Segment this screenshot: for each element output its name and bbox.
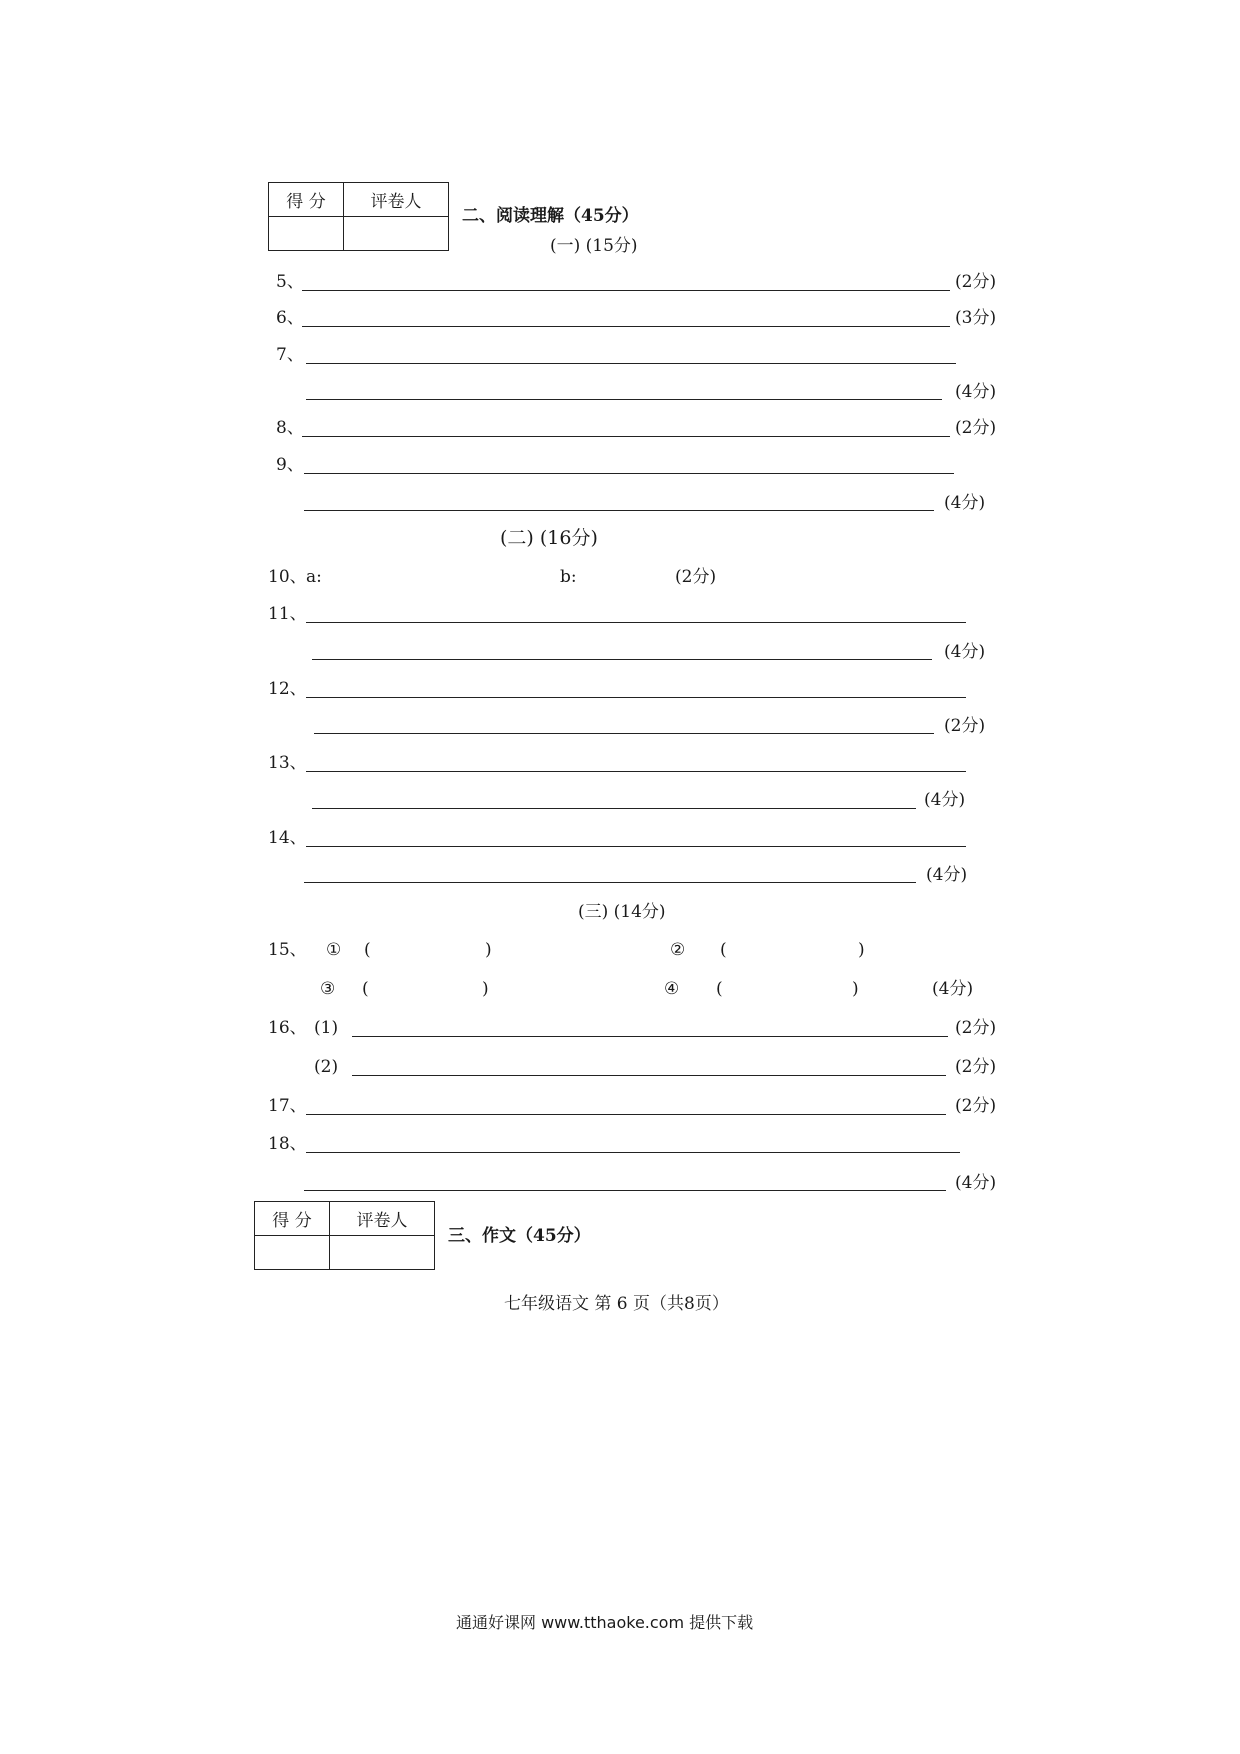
q14-points: (4分) [926,865,968,885]
q17-points: (2分) [955,1096,997,1116]
grader-cell[interactable] [330,1236,435,1270]
q10-number: 10、 [268,567,307,587]
q16-sub1-points: (2分) [955,1018,997,1038]
q10-b-label: b: [560,567,577,587]
q6-answer-line[interactable] [302,326,950,327]
part2-title: (二) (16分) [500,527,598,549]
q11-points: (4分) [944,642,986,662]
q11-answer-line-2[interactable] [312,659,932,660]
part1-title: (一) (15分) [550,236,638,256]
score-table-section2 [268,182,449,251]
q17-answer-line[interactable] [306,1114,946,1115]
q15-open-3: ( [362,979,369,999]
q8-points: (2分) [955,418,997,438]
q9-answer-line-1[interactable] [304,473,954,474]
q10-points: (2分) [675,567,717,587]
q12-points: (2分) [944,716,986,736]
q15-close-2: ) [858,940,865,960]
q9-number: 9、 [276,455,304,475]
q15-close-3: ) [482,979,489,999]
q7-points: (4分) [955,382,997,402]
q14-answer-line-1[interactable] [306,846,966,847]
q5-answer-line[interactable] [302,290,950,291]
q11-answer-line-1[interactable] [306,622,966,623]
q5-points: (2分) [955,272,997,292]
q15-close-1: ) [485,940,492,960]
q18-points: (4分) [955,1173,997,1193]
q14-answer-line-2[interactable] [304,882,916,883]
q18-number: 18、 [268,1134,307,1154]
q16-sub2-answer-line[interactable] [352,1075,946,1076]
q15-points: (4分) [932,979,974,999]
q16-sub1-label: (1) [314,1018,339,1038]
page-footer: 七年级语文 第 6 页（共8页） [504,1294,729,1314]
q18-answer-line-2[interactable] [304,1190,946,1191]
q16-sub1-answer-line[interactable] [352,1036,948,1037]
q16-number: 16、 [268,1018,307,1038]
section2-title: 二、阅读理解（45分） [462,206,639,226]
watermark-text: 通通好课网 www.tthaoke.com 提供下载 [456,1613,754,1632]
grader-cell[interactable] [344,217,449,251]
q16-sub2-label: (2) [314,1057,339,1077]
q15-marker-1: ① [326,940,342,960]
score-cell[interactable] [269,217,344,251]
score-cell[interactable] [255,1236,330,1270]
q15-close-4: ) [852,979,859,999]
q15-open-1: ( [364,940,371,960]
q13-points: (4分) [924,790,966,810]
q8-answer-line[interactable] [302,436,950,437]
q15-marker-2: ② [670,940,686,960]
q13-answer-line-1[interactable] [306,771,966,772]
q13-number: 13、 [268,753,307,773]
q12-answer-line-1[interactable] [306,697,966,698]
q7-number: 7、 [276,345,304,365]
grader-header: 评卷人 [330,1202,435,1236]
q15-open-2: ( [720,940,727,960]
q7-answer-line-1[interactable] [306,363,956,364]
q14-number: 14、 [268,828,307,848]
q7-answer-line-2[interactable] [306,399,942,400]
q12-answer-line-2[interactable] [314,733,934,734]
q6-number: 6、 [276,308,304,328]
q15-marker-4: ④ [664,979,680,999]
q15-marker-3: ③ [320,979,336,999]
q11-number: 11、 [268,604,307,624]
q13-answer-line-2[interactable] [312,808,916,809]
score-header: 得 分 [269,183,344,217]
q10-a-label: a: [306,567,322,587]
q5-number: 5、 [276,272,304,292]
q9-answer-line-2[interactable] [304,510,934,511]
part3-title: (三) (14分) [578,902,666,922]
q8-number: 8、 [276,418,304,438]
q17-number: 17、 [268,1096,307,1116]
q15-open-4: ( [716,979,723,999]
q12-number: 12、 [268,679,307,699]
grader-header: 评卷人 [344,183,449,217]
q9-points: (4分) [944,493,986,513]
score-header: 得 分 [255,1202,330,1236]
q6-points: (3分) [955,308,997,328]
q16-sub2-points: (2分) [955,1057,997,1077]
score-table-section3 [254,1201,435,1270]
q18-answer-line-1[interactable] [306,1152,960,1153]
section3-title: 三、作文（45分） [448,1226,591,1246]
q15-number: 15、 [268,940,307,960]
